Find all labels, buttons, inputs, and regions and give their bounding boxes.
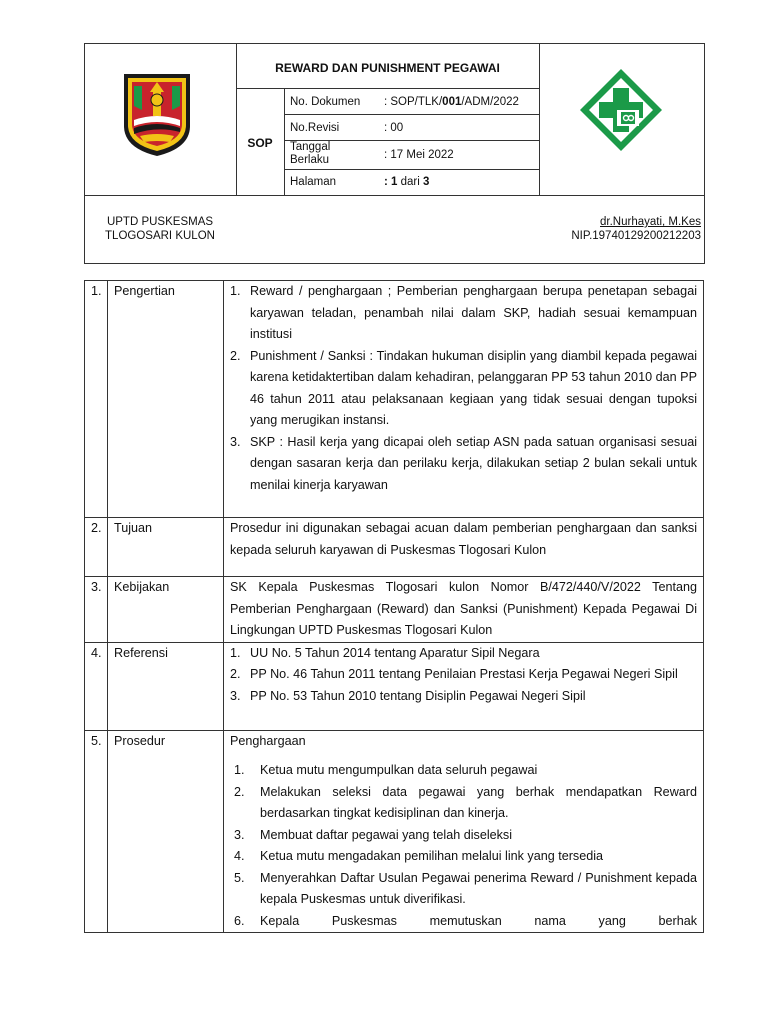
section-content [224, 642, 704, 730]
header-divider [236, 88, 539, 89]
list-item-text: Menyerahkan Daftar Usulan Pegawai penerima Reward / Punishment kepada kepala Puskesmas untuk diverifikasi. [260, 870, 697, 906]
list-item-text: Reward / penghargaan ; Pemberian penghargaan berupa penetapan sebagai karyawan teladan, penambah nilai dalam SKP, hadiah sesuai kemampuan institusi [250, 284, 697, 341]
signer-name: dr.Nurhayati, M.Kes [600, 216, 701, 228]
list-item-text: UU No. 5 Tahun 2014 tentang Aparatur Sipil Negara [250, 645, 540, 660]
table-row [85, 730, 704, 933]
list-item [230, 346, 697, 432]
signer-nip: NIP.19740129200212203 [571, 230, 701, 242]
header-divider [284, 88, 285, 195]
list-item-text: Membuat daftar pegawai yang telah diseleksi [260, 827, 513, 842]
page-value: : 1 dari 3 [384, 176, 430, 188]
city-seal-logo [120, 70, 194, 158]
list-item-text: Ketua mutu mengadakan pemilihan melalui link yang tersedia [260, 849, 604, 863]
puskesmas-logo [577, 66, 665, 154]
list-item-text: PP No. 46 Tahun 2011 tentang Penilaian Prestasi Kerja Pegawai Negeri Sipil [250, 667, 678, 681]
list-item-number: 2. [230, 348, 241, 363]
list-item-number: 3. [230, 434, 241, 449]
list-item-number: 6. [234, 913, 245, 928]
revision-label: No.Revisi [290, 122, 340, 134]
effective-date-label-line2: Berlaku [290, 154, 329, 166]
list-item-text: Melakukan seleksi data pegawai yang berhak mendapatkan Reward berdasarkan tingkat kedisiplinan dan kinerja. [260, 784, 697, 820]
header-divider [284, 169, 539, 170]
section-number: 4. [85, 642, 108, 730]
list-item-text: Kepala Puskesmas memutuskan nama yang berhak [260, 913, 697, 928]
sop-content-table [84, 280, 704, 933]
page-label: Halaman [290, 176, 337, 188]
list-item-number: 4. [234, 849, 245, 863]
section-number: 3. [85, 577, 108, 643]
doc-number-label: No. Dokumen [290, 96, 361, 108]
list-item-number: 3. [234, 827, 245, 842]
list-item-number: 1. [234, 763, 245, 777]
header-divider [84, 195, 705, 196]
spacer [230, 752, 697, 760]
list-item [230, 664, 697, 686]
list-item-text: Ketua mutu mengumpulkan data seluruh pegawai [260, 763, 538, 777]
table-row [85, 642, 704, 730]
list-item-number: 2. [234, 784, 245, 799]
section-content: SK Kepala Puskesmas Tlogosari kulon Nomor B/472/440/V/2022 Tentang Pemberian Penghargaan (Reward) dan Sanksi (Punishment) Kepada Pegawai Di Lingkungan UPTD Puskesmas Tlogosari Kulon [224, 577, 704, 643]
list-item-text: Punishment / Sanksi : Tindakan hukuman disiplin yang diambil kepada pegawai karena ketidaktertiban dalam kehadiran, pelanggaran PP 53 tahun 2010 dan PP 46 tahun 2011 atau pelaksanaan kegiaan yang tidak sesuai dengan tupoksi yang merugikan instansi. [250, 348, 697, 427]
list-item-number: 1. [230, 645, 241, 660]
revision-value: : 00 [384, 122, 404, 134]
effective-date-label-line1: Tanggal [290, 141, 331, 153]
section-number: 1. [85, 281, 108, 518]
list-item-number: 3. [230, 688, 241, 703]
table-row [85, 281, 704, 518]
list-item-number: 1. [230, 284, 241, 298]
section-number: 2. [85, 518, 108, 577]
org-name [84, 215, 236, 243]
section-label: Kebijakan [108, 577, 224, 643]
section-label: Tujuan [108, 518, 224, 577]
header-divider [539, 43, 540, 195]
list-item [230, 782, 697, 825]
sop-label: SOP [247, 136, 273, 150]
list-item [230, 825, 697, 847]
section-label: Referensi [108, 642, 224, 730]
effective-date-value: : 17 Mei 2022 [384, 149, 454, 161]
section-label: Pengertian [108, 281, 224, 518]
section-number: 5. [85, 730, 108, 933]
list-item-text: SKP : Hasil kerja yang dicapai oleh setiap ASN pada satuan organisasi sesuai dengan sasaran kerja dan perilaku kerja, dilakukan setiap 2 bulan sekali untuk menilai kinerja karyawan [250, 434, 697, 492]
section-content: Prosedur ini digunakan sebagai acuan dalam pemberian penghargaan dan sanksi kepada seluruh karyawan di Puskesmas Tlogosari Kulon [224, 518, 704, 577]
list-item [230, 281, 697, 346]
org-name-line1: UPTD PUSKESMAS [106, 216, 214, 228]
list-item [230, 911, 697, 933]
list-item [230, 760, 697, 782]
table-row [85, 518, 704, 577]
section-content [224, 281, 704, 518]
header-divider [284, 114, 539, 115]
list-item [230, 868, 697, 911]
section-label: Prosedur [108, 730, 224, 933]
list-item-number: 2. [230, 667, 241, 681]
list-item-text: PP No. 53 Tahun 2010 tentang Disiplin Pegawai Negeri Sipil [250, 688, 586, 703]
list-item [230, 432, 697, 497]
procedure-subheading: Penghargaan [230, 733, 306, 748]
doc-number-value: : SOP/TLK/001/ADM/2022 [384, 96, 519, 108]
list-item-number: 5. [234, 870, 245, 885]
section-content [224, 730, 704, 933]
signer-block [539, 215, 701, 243]
list-item [230, 686, 697, 708]
list-item [230, 643, 697, 665]
document-title: REWARD DAN PUNISHMENT PEGAWAI [275, 61, 500, 75]
org-name-line2: TLOGOSARI KULON [105, 230, 215, 242]
table-row [85, 577, 704, 643]
list-item [230, 846, 697, 868]
effective-date-label [290, 141, 330, 167]
